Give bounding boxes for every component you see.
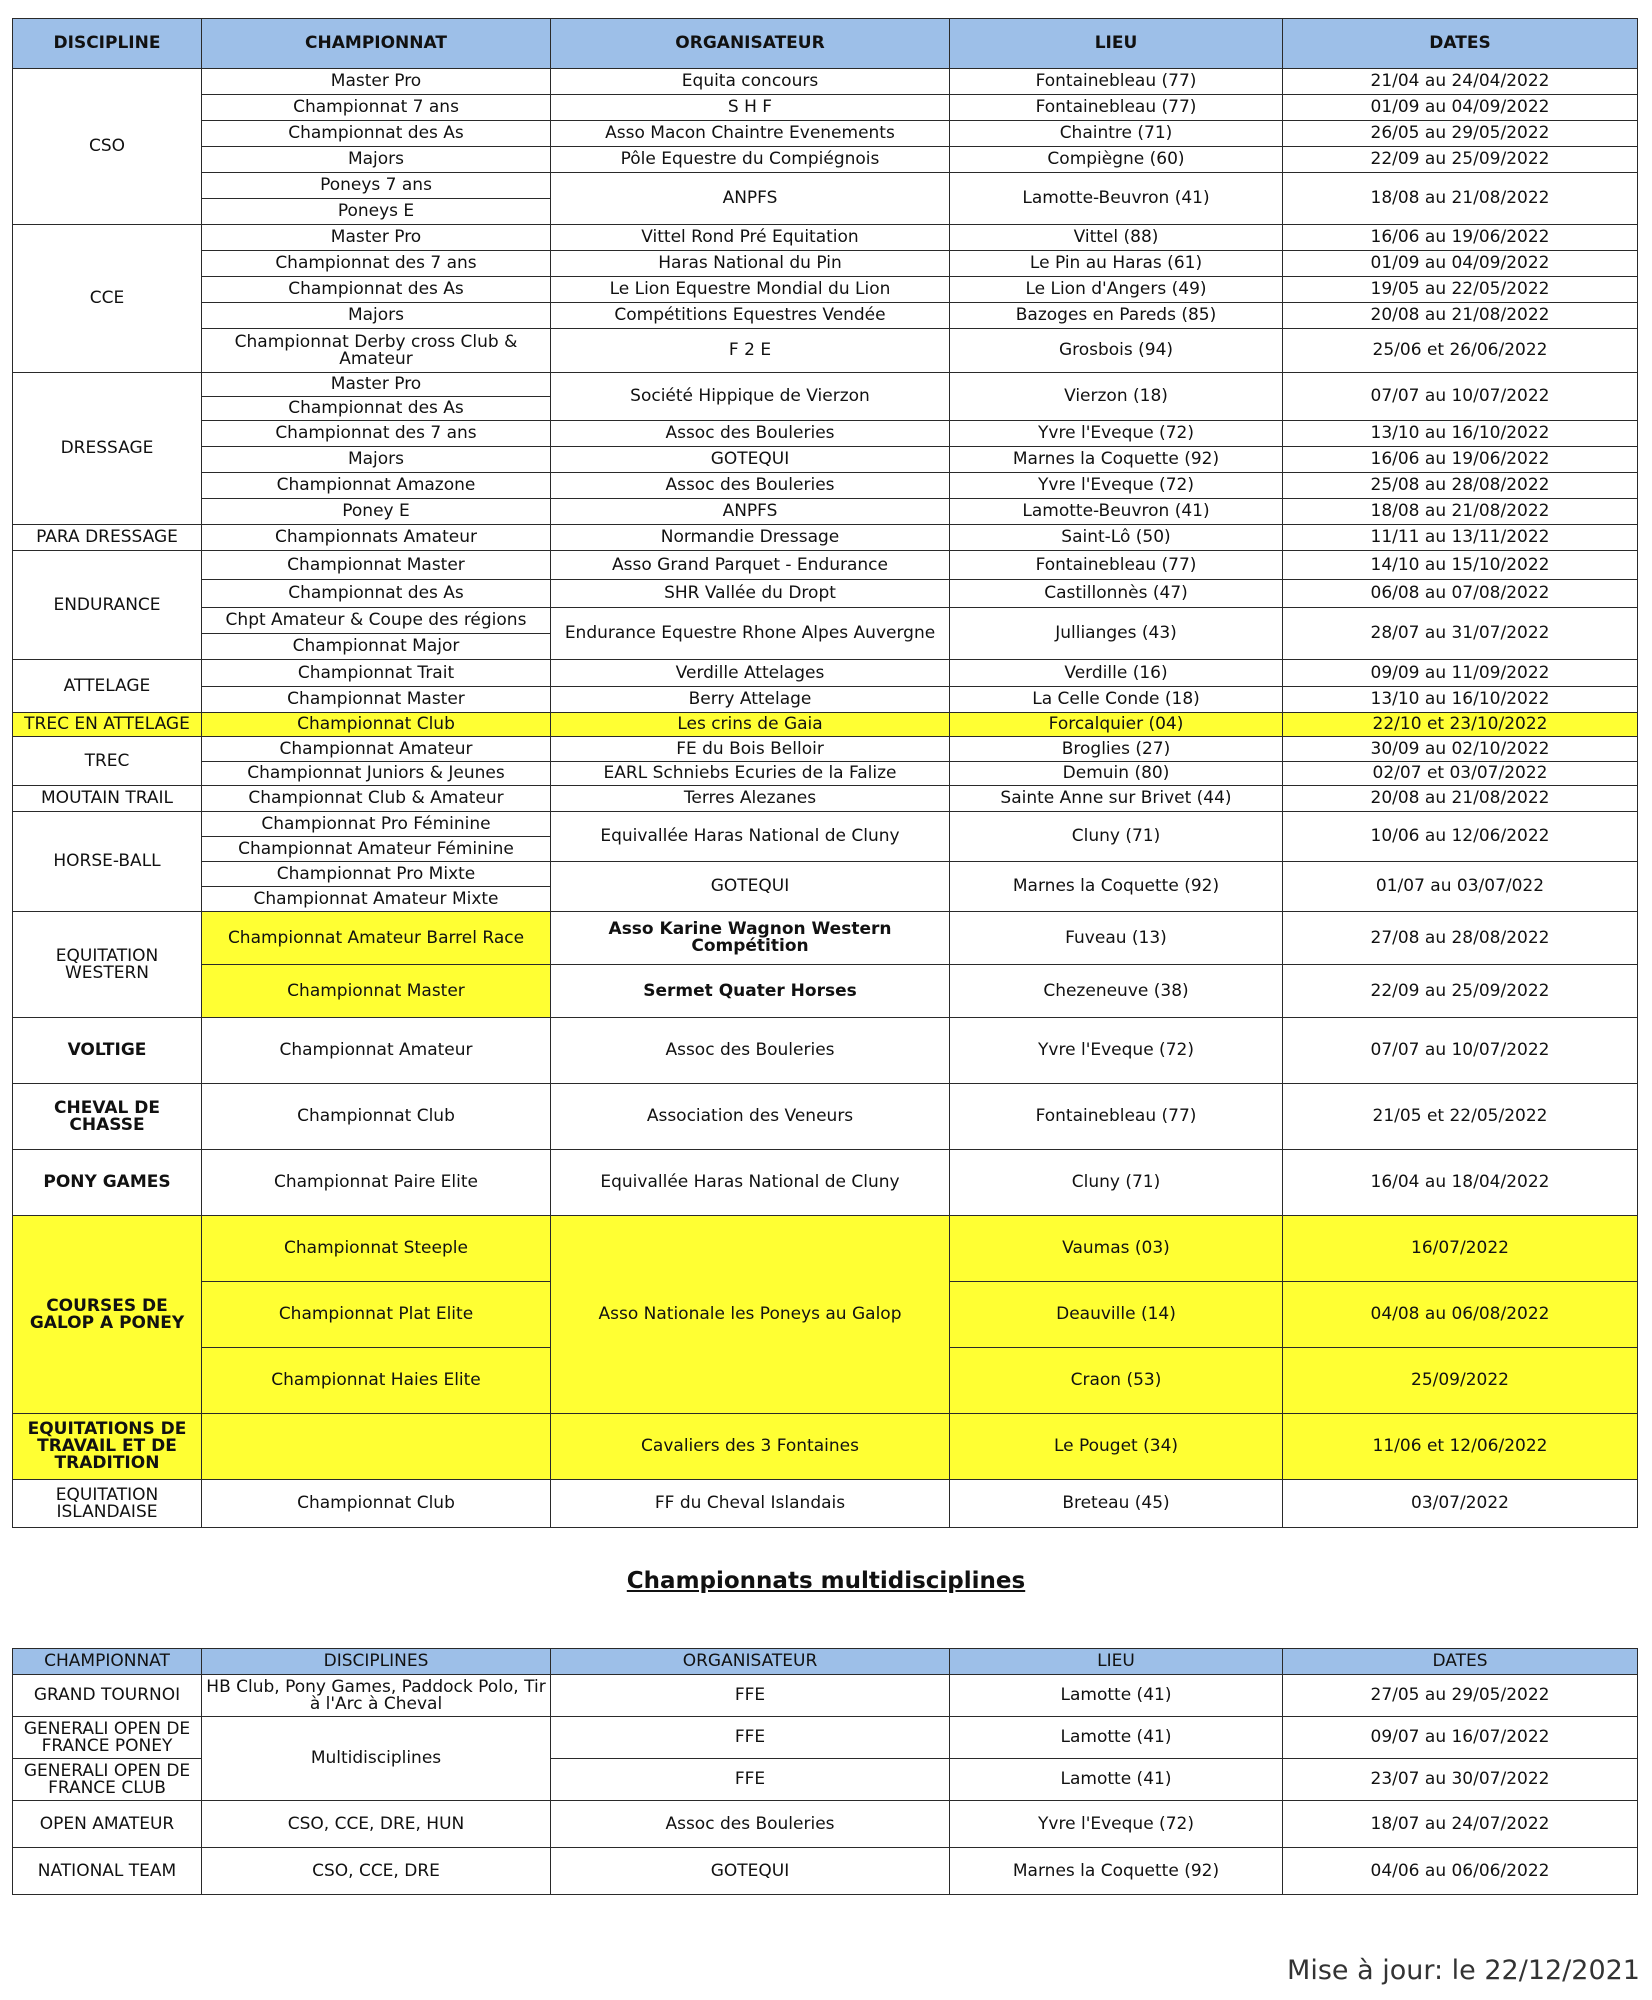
- lieu-cell: Chezeneuve (38): [950, 965, 1283, 1018]
- championships-table: [12, 18, 1638, 1528]
- organisateur-cell: ANPFS: [551, 499, 950, 525]
- discipline-cell: HORSE-BALL: [13, 812, 202, 912]
- organisateur-cell: Assoc des Bouleries: [551, 421, 950, 447]
- championnat-cell: Championnat Master: [202, 551, 551, 580]
- dates-cell: 22/09 au 25/09/2022: [1283, 147, 1638, 173]
- dates-cell: 09/07 au 16/07/2022: [1283, 1717, 1638, 1759]
- championnat-cell: Championnat 7 ans: [202, 95, 551, 121]
- championnat-cell: Championnat Amateur: [202, 1018, 551, 1084]
- lieu-cell: Fontainebleau (77): [950, 1084, 1283, 1150]
- lieu-cell: Le Lion d'Angers (49): [950, 277, 1283, 303]
- championnat-cell: [202, 1414, 551, 1480]
- dates-cell: 22/09 au 25/09/2022: [1283, 965, 1638, 1018]
- dates-cell: 03/07/2022: [1283, 1480, 1638, 1528]
- lieu-cell: Cluny (71): [950, 1150, 1283, 1216]
- championnat-cell: Championnat Amateur Barrel Race: [202, 912, 551, 965]
- championnat-cell: Majors: [202, 147, 551, 173]
- organisateur-cell: Equivallée Haras National de Cluny: [551, 1150, 950, 1216]
- dates-cell: 18/07 au 24/07/2022: [1283, 1801, 1638, 1848]
- discipline-cell: VOLTIGE: [13, 1018, 202, 1084]
- championnat-cell: Championnat des 7 ans: [202, 421, 551, 447]
- table-row: [13, 687, 1638, 713]
- dates-cell: 06/08 au 07/08/2022: [1283, 580, 1638, 608]
- table-row: [13, 147, 1638, 173]
- lieu-cell: Vierzon (18): [950, 373, 1283, 421]
- championnat-cell: Championnat Amateur Mixte: [202, 887, 551, 912]
- organisateur-cell: Equita concours: [551, 69, 950, 95]
- table-row: [13, 1018, 1638, 1084]
- discipline-cell: CSO: [13, 69, 202, 225]
- table-row: [13, 303, 1638, 329]
- dates-cell: 16/06 au 19/06/2022: [1283, 225, 1638, 251]
- lieu-cell: Le Pouget (34): [950, 1414, 1283, 1480]
- organisateur-cell: ANPFS: [551, 173, 950, 225]
- table-row: [13, 421, 1638, 447]
- organisateur-cell: Assoc des Bouleries: [551, 1801, 950, 1848]
- disciplines-cell: Multidisciplines: [202, 1717, 551, 1801]
- table-row: [13, 965, 1638, 1018]
- organisateur-cell: Asso Karine Wagnon Western Compétition: [551, 912, 950, 965]
- championnat-cell: GENERALI OPEN DE FRANCE PONEY: [13, 1717, 202, 1759]
- organisateur-cell: Sermet Quater Horses: [551, 965, 950, 1018]
- header-disciplines: DISCIPLINES: [202, 1649, 551, 1675]
- table-row: [13, 251, 1638, 277]
- table-row: [13, 95, 1638, 121]
- championnat-cell: Poneys 7 ans: [202, 173, 551, 199]
- lieu-cell: Marnes la Coquette (92): [950, 1848, 1283, 1895]
- organisateur-cell: FFE: [551, 1759, 950, 1801]
- organisateur-cell: EARL Schniebs Ecuries de la Falize: [551, 762, 950, 786]
- discipline-cell: ATTELAGE: [13, 660, 202, 713]
- table-row: [13, 373, 1638, 397]
- organisateur-cell: Association des Veneurs: [551, 1084, 950, 1150]
- dates-cell: 11/11 au 13/11/2022: [1283, 525, 1638, 551]
- table-row: [13, 812, 1638, 837]
- table-row: [13, 1480, 1638, 1528]
- championnat-cell: Championnat Amateur: [202, 737, 551, 762]
- multidiscipline-table: [12, 1648, 1638, 1895]
- lieu-cell: Lamotte (41): [950, 1717, 1283, 1759]
- dates-cell: 25/09/2022: [1283, 1348, 1638, 1414]
- organisateur-cell: Equivallée Haras National de Cluny: [551, 812, 950, 862]
- table-row: [13, 862, 1638, 887]
- disciplines-cell: HB Club, Pony Games, Paddock Polo, Tir à l'Arc à Cheval: [202, 1675, 551, 1717]
- disciplines-cell: CSO, CCE, DRE: [202, 1848, 551, 1895]
- header-dates: DATES: [1283, 1649, 1638, 1675]
- table-row: [13, 1150, 1638, 1216]
- championnat-cell: Championnat Trait: [202, 660, 551, 687]
- lieu-cell: Le Pin au Haras (61): [950, 251, 1283, 277]
- championnat-cell: Championnat Amazone: [202, 473, 551, 499]
- dates-cell: 22/10 et 23/10/2022: [1283, 713, 1638, 737]
- dates-cell: 16/06 au 19/06/2022: [1283, 447, 1638, 473]
- championnat-cell: NATIONAL TEAM: [13, 1848, 202, 1895]
- championnat-cell: Championnat Pro Mixte: [202, 862, 551, 887]
- table-row-highlighted: [13, 1414, 1638, 1480]
- organisateur-cell: Vittel Rond Pré Equitation: [551, 225, 950, 251]
- championnat-cell: Championnat Juniors & Jeunes: [202, 762, 551, 786]
- dates-cell: 09/09 au 11/09/2022: [1283, 660, 1638, 687]
- table-row: [13, 1848, 1638, 1895]
- dates-cell: 07/07 au 10/07/2022: [1283, 373, 1638, 421]
- lieu-cell: Verdille (16): [950, 660, 1283, 687]
- organisateur-cell: Berry Attelage: [551, 687, 950, 713]
- header-lieu: LIEU: [950, 1649, 1283, 1675]
- championnat-cell: Championnat Club: [202, 713, 551, 737]
- table-row: [13, 737, 1638, 762]
- organisateur-cell: Compétitions Equestres Vendée: [551, 303, 950, 329]
- championnat-cell: Championnat Steeple: [202, 1216, 551, 1282]
- lieu-cell: Fontainebleau (77): [950, 95, 1283, 121]
- organisateur-cell: Asso Macon Chaintre Evenements: [551, 121, 950, 147]
- table-row: [13, 1675, 1638, 1717]
- organisateur-cell: GOTEQUI: [551, 862, 950, 912]
- table-row: [13, 580, 1638, 608]
- lieu-cell: Grosbois (94): [950, 329, 1283, 373]
- lieu-cell: Marnes la Coquette (92): [950, 862, 1283, 912]
- organisateur-cell: FE du Bois Belloir: [551, 737, 950, 762]
- dates-cell: 25/06 et 26/06/2022: [1283, 329, 1638, 373]
- dates-cell: 19/05 au 22/05/2022: [1283, 277, 1638, 303]
- lieu-cell: Broglies (27): [950, 737, 1283, 762]
- section-title: Championnats multidisciplines: [626, 1568, 1026, 1594]
- lieu-cell: Fontainebleau (77): [950, 69, 1283, 95]
- dates-cell: 04/06 au 06/06/2022: [1283, 1848, 1638, 1895]
- dates-cell: 01/09 au 04/09/2022: [1283, 251, 1638, 277]
- table-row: [13, 499, 1638, 525]
- championnat-cell: OPEN AMATEUR: [13, 1801, 202, 1848]
- discipline-cell: COURSES DE GALOP A PONEY: [13, 1216, 202, 1414]
- championnat-cell: Championnat Amateur Féminine: [202, 837, 551, 862]
- discipline-cell: EQUITATION ISLANDAISE: [13, 1480, 202, 1528]
- header-organisateur: ORGANISATEUR: [551, 19, 950, 69]
- championnat-cell: Championnat Pro Féminine: [202, 812, 551, 837]
- organisateur-cell: Asso Nationale les Poneys au Galop: [551, 1216, 950, 1414]
- lieu-cell: Jullianges (43): [950, 608, 1283, 660]
- championnat-cell: Poneys E: [202, 199, 551, 225]
- table-row: [13, 69, 1638, 95]
- championnat-cell: Championnat Haies Elite: [202, 1348, 551, 1414]
- lieu-cell: Lamotte (41): [950, 1675, 1283, 1717]
- table-row: [13, 786, 1638, 812]
- organisateur-cell: Haras National du Pin: [551, 251, 950, 277]
- organisateur-cell: FF du Cheval Islandais: [551, 1480, 950, 1528]
- organisateur-cell: Société Hippique de Vierzon: [551, 373, 950, 421]
- organisateur-cell: GOTEQUI: [551, 447, 950, 473]
- organisateur-cell: Verdille Attelages: [551, 660, 950, 687]
- championnat-cell: Championnat des As: [202, 397, 551, 421]
- championnat-cell: Championnats Amateur: [202, 525, 551, 551]
- dates-cell: 13/10 au 16/10/2022: [1283, 687, 1638, 713]
- organisateur-cell: Pôle Equestre du Compiégnois: [551, 147, 950, 173]
- table-row: [13, 329, 1638, 373]
- discipline-cell: MOUTAIN TRAIL: [13, 786, 202, 812]
- lieu-cell: Compiègne (60): [950, 147, 1283, 173]
- championnat-cell: Championnat des As: [202, 277, 551, 303]
- lieu-cell: Yvre l'Eveque (72): [950, 421, 1283, 447]
- championnat-cell: Championnat des As: [202, 580, 551, 608]
- table-header-row: [13, 1649, 1638, 1675]
- header-championnat: CHAMPIONNAT: [202, 19, 551, 69]
- dates-cell: 18/08 au 21/08/2022: [1283, 173, 1638, 225]
- dates-cell: 21/05 et 22/05/2022: [1283, 1084, 1638, 1150]
- championnat-cell: Poney E: [202, 499, 551, 525]
- discipline-cell: CCE: [13, 225, 202, 373]
- organisateur-cell: FFE: [551, 1717, 950, 1759]
- dates-cell: 28/07 au 31/07/2022: [1283, 608, 1638, 660]
- dates-cell: 20/08 au 21/08/2022: [1283, 303, 1638, 329]
- organisateur-cell: Terres Alezanes: [551, 786, 950, 812]
- championnat-cell: Championnat Plat Elite: [202, 1282, 551, 1348]
- table-row: [13, 525, 1638, 551]
- lieu-cell: Saint-Lô (50): [950, 525, 1283, 551]
- lieu-cell: Vaumas (03): [950, 1216, 1283, 1282]
- championnat-cell: Championnat Major: [202, 634, 551, 660]
- dates-cell: 27/08 au 28/08/2022: [1283, 912, 1638, 965]
- lieu-cell: Sainte Anne sur Brivet (44): [950, 786, 1283, 812]
- dates-cell: 27/05 au 29/05/2022: [1283, 1675, 1638, 1717]
- dates-cell: 02/07 et 03/07/2022: [1283, 762, 1638, 786]
- discipline-cell: TREC: [13, 737, 202, 786]
- organisateur-cell: S H F: [551, 95, 950, 121]
- dates-cell: 01/07 au 03/07/022: [1283, 862, 1638, 912]
- dates-cell: 13/10 au 16/10/2022: [1283, 421, 1638, 447]
- dates-cell: 04/08 au 06/08/2022: [1283, 1282, 1638, 1348]
- lieu-cell: Vittel (88): [950, 225, 1283, 251]
- organisateur-cell: Assoc des Bouleries: [551, 473, 950, 499]
- organisateur-cell: Cavaliers des 3 Fontaines: [551, 1414, 950, 1480]
- table-row: [13, 121, 1638, 147]
- table-row: [13, 447, 1638, 473]
- organisateur-cell: Le Lion Equestre Mondial du Lion: [551, 277, 950, 303]
- lieu-cell: Fontainebleau (77): [950, 551, 1283, 580]
- table-header-row: [13, 19, 1638, 69]
- table-row: [13, 660, 1638, 687]
- lieu-cell: Marnes la Coquette (92): [950, 447, 1283, 473]
- dates-cell: 16/07/2022: [1283, 1216, 1638, 1282]
- table-row: [13, 225, 1638, 251]
- discipline-cell: EQUITATIONS DE TRAVAIL ET DE TRADITION: [13, 1414, 202, 1480]
- organisateur-cell: Asso Grand Parquet - Endurance: [551, 551, 950, 580]
- organisateur-cell: F 2 E: [551, 329, 950, 373]
- table-row: [13, 173, 1638, 199]
- dates-cell: 10/06 au 12/06/2022: [1283, 812, 1638, 862]
- table-row: [13, 1717, 1638, 1759]
- dates-cell: 16/04 au 18/04/2022: [1283, 1150, 1638, 1216]
- championnat-cell: Championnat Club: [202, 1084, 551, 1150]
- discipline-cell: EQUITATION WESTERN: [13, 912, 202, 1018]
- lieu-cell: Bazoges en Pareds (85): [950, 303, 1283, 329]
- championnat-cell: Championnat Master: [202, 965, 551, 1018]
- championnat-cell: Chpt Amateur & Coupe des régions: [202, 608, 551, 634]
- organisateur-cell: Normandie Dressage: [551, 525, 950, 551]
- championnat-cell: Championnat Paire Elite: [202, 1150, 551, 1216]
- dates-cell: 20/08 au 21/08/2022: [1283, 786, 1638, 812]
- dates-cell: 07/07 au 10/07/2022: [1283, 1018, 1638, 1084]
- table-row: [13, 551, 1638, 580]
- dates-cell: 18/08 au 21/08/2022: [1283, 499, 1638, 525]
- table-row: [13, 912, 1638, 965]
- lieu-cell: Demuin (80): [950, 762, 1283, 786]
- organisateur-cell: FFE: [551, 1675, 950, 1717]
- championnat-cell: Championnat Derby cross Club & Amateur: [202, 329, 551, 373]
- table-row: [13, 608, 1638, 634]
- table-row-highlighted: [13, 1216, 1638, 1282]
- update-date: Mise à jour: le 22/12/2021: [1287, 1955, 1640, 1986]
- lieu-cell: Forcalquier (04): [950, 713, 1283, 737]
- championnat-cell: Majors: [202, 447, 551, 473]
- championnat-cell: Championnat Master: [202, 687, 551, 713]
- discipline-cell: PONY GAMES: [13, 1150, 202, 1216]
- dates-cell: 23/07 au 30/07/2022: [1283, 1759, 1638, 1801]
- header-organisateur: ORGANISATEUR: [551, 1649, 950, 1675]
- lieu-cell: Yvre l'Eveque (72): [950, 1801, 1283, 1848]
- championnat-cell: GENERALI OPEN DE FRANCE CLUB: [13, 1759, 202, 1801]
- lieu-cell: Lamotte-Beuvron (41): [950, 499, 1283, 525]
- lieu-cell: Deauville (14): [950, 1282, 1283, 1348]
- dates-cell: 30/09 au 02/10/2022: [1283, 737, 1638, 762]
- header-championnat: CHAMPIONNAT: [13, 1649, 202, 1675]
- championnat-cell: Championnat Club: [202, 1480, 551, 1528]
- lieu-cell: Chaintre (71): [950, 121, 1283, 147]
- championnat-cell: Master Pro: [202, 225, 551, 251]
- table-row-highlighted: [13, 713, 1638, 737]
- dates-cell: 25/08 au 28/08/2022: [1283, 473, 1638, 499]
- lieu-cell: Lamotte (41): [950, 1759, 1283, 1801]
- lieu-cell: Craon (53): [950, 1348, 1283, 1414]
- discipline-cell: PARA DRESSAGE: [13, 525, 202, 551]
- table-row: [13, 473, 1638, 499]
- header-discipline: DISCIPLINE: [13, 19, 202, 69]
- discipline-cell: CHEVAL DE CHASSE: [13, 1084, 202, 1150]
- discipline-cell: ENDURANCE: [13, 551, 202, 660]
- lieu-cell: Yvre l'Eveque (72): [950, 1018, 1283, 1084]
- table-row: [13, 1084, 1638, 1150]
- lieu-cell: La Celle Conde (18): [950, 687, 1283, 713]
- table-row: [13, 762, 1638, 786]
- organisateur-cell: SHR Vallée du Dropt: [551, 580, 950, 608]
- lieu-cell: Cluny (71): [950, 812, 1283, 862]
- header-dates: DATES: [1283, 19, 1638, 69]
- organisateur-cell: Assoc des Bouleries: [551, 1018, 950, 1084]
- header-lieu: LIEU: [950, 19, 1283, 69]
- dates-cell: 14/10 au 15/10/2022: [1283, 551, 1638, 580]
- lieu-cell: Lamotte-Beuvron (41): [950, 173, 1283, 225]
- discipline-cell: DRESSAGE: [13, 373, 202, 525]
- table-row: [13, 277, 1638, 303]
- lieu-cell: Castillonnès (47): [950, 580, 1283, 608]
- lieu-cell: Fuveau (13): [950, 912, 1283, 965]
- championnat-cell: Master Pro: [202, 69, 551, 95]
- organisateur-cell: GOTEQUI: [551, 1848, 950, 1895]
- championnat-cell: Majors: [202, 303, 551, 329]
- championnat-cell: Master Pro: [202, 373, 551, 397]
- organisateur-cell: Les crins de Gaia: [551, 713, 950, 737]
- discipline-cell: TREC EN ATTELAGE: [13, 713, 202, 737]
- dates-cell: 01/09 au 04/09/2022: [1283, 95, 1638, 121]
- championnat-cell: Championnat Club & Amateur: [202, 786, 551, 812]
- dates-cell: 21/04 au 24/04/2022: [1283, 69, 1638, 95]
- championnat-cell: Championnat des As: [202, 121, 551, 147]
- championnat-cell: GRAND TOURNOI: [13, 1675, 202, 1717]
- lieu-cell: Yvre l'Eveque (72): [950, 473, 1283, 499]
- championnat-cell: Championnat des 7 ans: [202, 251, 551, 277]
- dates-cell: 11/06 et 12/06/2022: [1283, 1414, 1638, 1480]
- table-row: [13, 1801, 1638, 1848]
- lieu-cell: Breteau (45): [950, 1480, 1283, 1528]
- dates-cell: 26/05 au 29/05/2022: [1283, 121, 1638, 147]
- disciplines-cell: CSO, CCE, DRE, HUN: [202, 1801, 551, 1848]
- organisateur-cell: Endurance Equestre Rhone Alpes Auvergne: [551, 608, 950, 660]
